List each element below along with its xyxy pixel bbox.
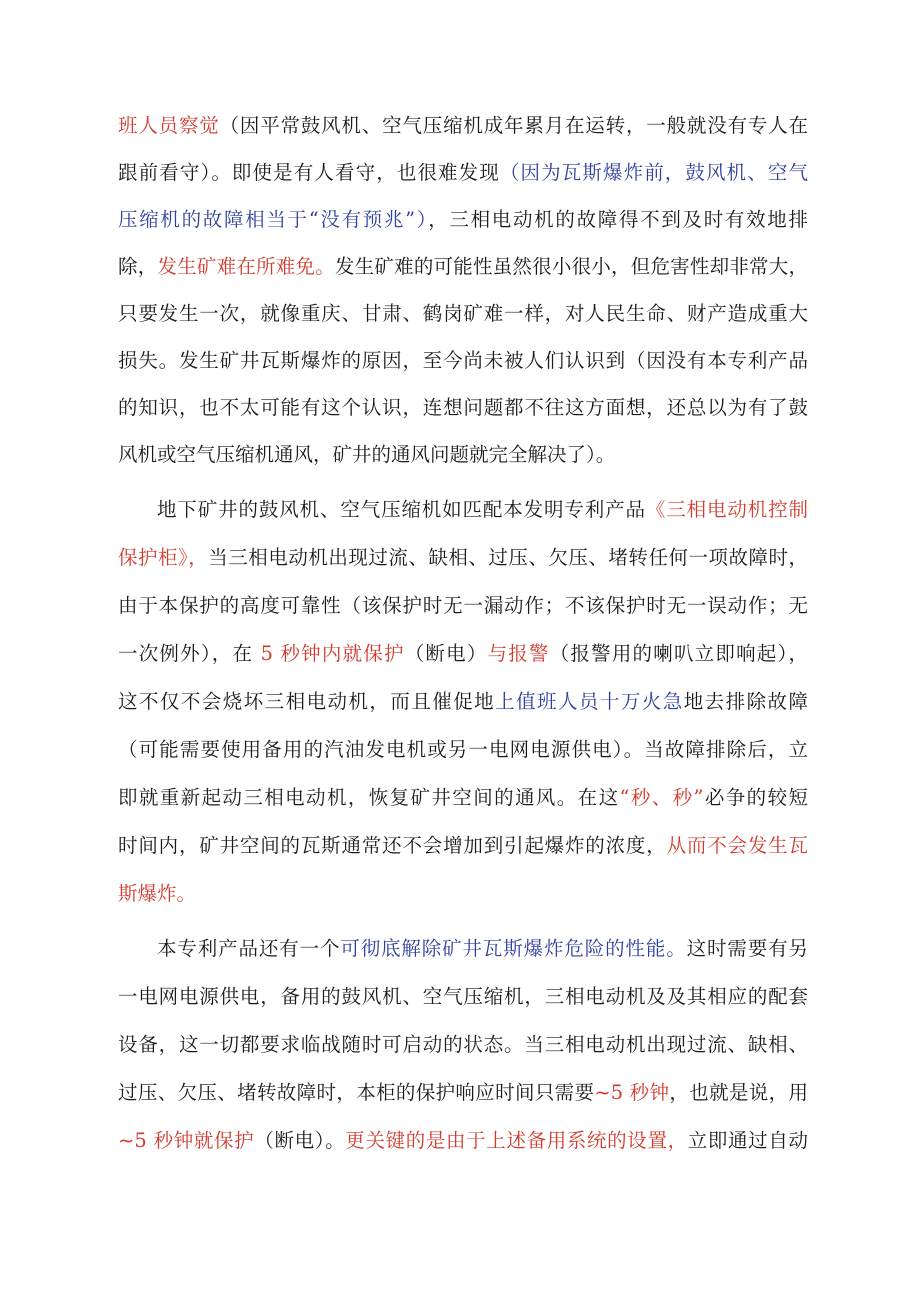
text-run: ，三相电动机的故障得不到及时有效地排	[428, 208, 808, 231]
text-run: 的知识，也不太可能有这个认识，连想问题都不往这方面想，还总以为有了鼓	[118, 396, 808, 419]
text-run: 跟前看守）。即使是有人看守，也很难发现	[118, 161, 500, 184]
text-line	[118, 390, 808, 426]
text-run: 从而不会发生瓦	[666, 834, 808, 857]
text-line	[118, 155, 808, 191]
text-run: ~5 秒钟	[594, 1081, 670, 1104]
text-run: 上值班人员十万火急	[495, 690, 684, 713]
text-run: 地下矿井的鼓风机、空气压缩机如匹配本发明专利产品	[157, 498, 646, 521]
text-run: 保护柜》，	[118, 546, 209, 569]
text-run: 与报警	[487, 642, 550, 665]
text-run: （断电）。	[254, 1129, 346, 1152]
text-line	[118, 540, 808, 576]
text-line	[118, 636, 808, 672]
text-run: 必争的较短	[703, 786, 808, 809]
text-line	[118, 1123, 808, 1159]
text-run: 可彻底解除矿井瓦斯爆炸危险的性能。	[340, 937, 687, 960]
text-line	[118, 1075, 808, 1111]
text-run: （断电）	[404, 642, 488, 665]
text-run: （可能需要使用备用的汽油发电机或另一电网电源供电）。当故障排除后，立	[118, 738, 808, 761]
text-run: 这不仅不会烧坏三相电动机，而且催促地	[118, 690, 496, 713]
text-line	[118, 1027, 808, 1063]
text-run: 发生矿难在所难免。	[157, 255, 335, 278]
text-line	[118, 876, 808, 912]
text-run: 《三相电动机控制	[645, 498, 808, 521]
text-run: 立即通过自动	[687, 1129, 808, 1152]
text-run: 只要发生一次，就像重庆、甘肃、鹤岗矿难一样，对人民生命、财产造成重大	[118, 302, 808, 325]
text-line	[157, 492, 808, 528]
text-run: 一电网电源供电，备用的鼓风机、空气压缩机，三相电动机及及其相应的配套	[118, 985, 808, 1008]
text-run: 风机或空气压缩机通风，矿井的通风问题就完全解决了）。	[118, 443, 616, 466]
text-run: 斯爆炸。	[118, 882, 197, 905]
text-line	[118, 202, 808, 238]
text-run: 班人员察觉	[118, 114, 220, 137]
text-run: 除，	[118, 255, 158, 278]
text-run: 当三相电动机出现过流、缺相、过压、欠压、堵转任何一项故障时，	[208, 546, 808, 569]
text-run: 即就重新起动三相电动机，恢复矿井空间的通风。在这	[118, 786, 620, 809]
text-run: 时间内，矿井空间的瓦斯通常还不会增加到引起爆炸的浓度，	[118, 834, 667, 857]
text-line	[118, 732, 808, 768]
text-run: 损失。发生矿井瓦斯爆炸的原因，至今尚未被人们认识到（因没有本专利产品	[118, 349, 808, 372]
text-run: 本专利产品还有一个	[157, 937, 341, 960]
text-run: 过压、欠压、堵转故障时，本柜的保护响应时间只需要	[118, 1081, 595, 1104]
text-line	[118, 249, 808, 285]
text-run: 这时需要有另	[686, 937, 808, 960]
text-run: （因平常鼓风机、空气压缩机成年累月在运转，一般就没有专人在	[219, 114, 808, 137]
text-run: （因为瓦斯爆炸前，鼓风机、空气	[499, 161, 808, 184]
text-run: ~5 秒钟就保护	[118, 1129, 255, 1152]
text-line	[118, 979, 808, 1015]
text-run: “秒、秒”	[619, 786, 704, 809]
text-line	[118, 828, 808, 864]
text-line	[118, 588, 808, 624]
text-run: 一次例外），在	[118, 642, 261, 665]
text-run: 压缩机的故障相当于“没有预兆”）	[118, 208, 429, 231]
text-run: 更关键的是由于上述备用系统的设置，	[345, 1129, 688, 1152]
text-run: ，也就是说，用	[669, 1081, 808, 1104]
text-run: 5 秒钟内就保护	[260, 642, 405, 665]
text-run: 发生矿难的可能性虽然很小很小，但危害性却非常大，	[334, 255, 808, 278]
text-run: （报警用的喇叭立即响起），	[549, 642, 808, 665]
text-line	[118, 684, 808, 720]
text-line	[157, 931, 808, 967]
text-line	[118, 108, 808, 144]
text-line	[118, 343, 808, 379]
text-line	[118, 780, 808, 816]
text-line	[118, 296, 808, 332]
text-run: 地去排除故障	[683, 690, 808, 713]
text-run: 由于本保护的高度可靠性（该保护时无一漏动作；不该保护时无一误动作；无	[118, 594, 808, 617]
text-line	[118, 437, 808, 473]
text-run: 设备，这一切都要求临战随时可启动的状态。当三相电动机出现过流、缺相、	[118, 1033, 808, 1056]
